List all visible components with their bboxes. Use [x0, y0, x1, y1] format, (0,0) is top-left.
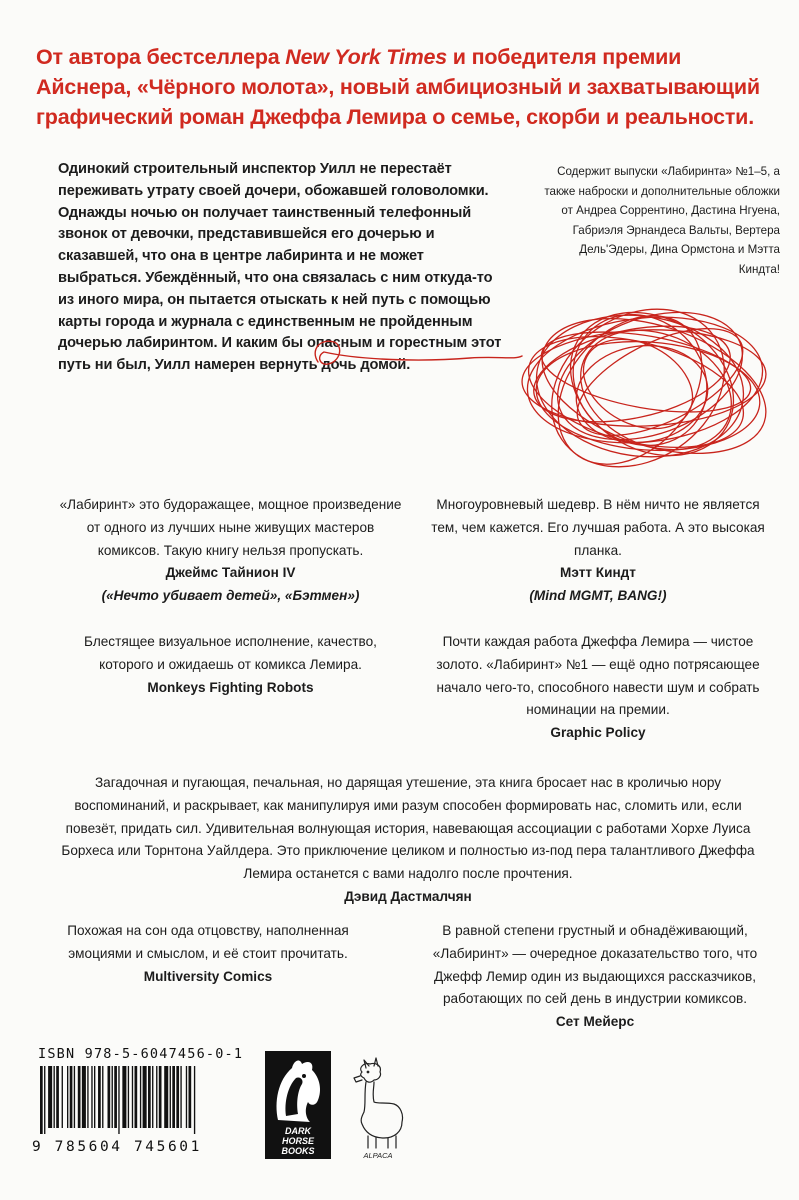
barcode: [32, 1066, 242, 1134]
barcode-bar: [67, 1066, 68, 1128]
barcode-bar: [180, 1066, 181, 1128]
barcode-bar: [94, 1066, 95, 1128]
quote-6: [58, 920, 358, 988]
barcode-bar: [159, 1066, 162, 1128]
barcode-bar: [82, 1066, 86, 1128]
barcode-bar: [91, 1066, 92, 1128]
barcode-bar: [148, 1066, 151, 1128]
barcode-bar: [74, 1066, 75, 1128]
barcode-bar: [78, 1066, 81, 1128]
barcode-bar: [70, 1066, 73, 1128]
quote-source: («Нечто убивает детей», «Бэтмен»): [101, 588, 360, 604]
headline-nyt: New York Times: [285, 45, 448, 69]
barcode-bar: [114, 1066, 117, 1128]
barcode-bar: [132, 1066, 133, 1128]
quote-author: Мэтт Киндт: [560, 565, 636, 581]
barcode-bar: [98, 1066, 101, 1128]
barcode-bar: [108, 1066, 111, 1128]
quote-author: Graphic Policy: [550, 725, 646, 741]
svg-text:HORSE: HORSE: [281, 1136, 315, 1146]
isbn-label: ISBN 978-5-6047456-0-1: [38, 1046, 244, 1062]
barcode-bar: [56, 1066, 59, 1128]
quote-author: Multiversity Comics: [143, 968, 273, 984]
quote-text: «Лабиринт» это будоражащее, мощное произведение от одного из лучших ныне живущих мастеров комиксов. Такую книгу нельзя пропускать.: [59, 497, 402, 558]
quote-author: Дэвид Дастмалчян: [344, 888, 472, 904]
barcode-bar: [54, 1066, 55, 1128]
barcode-bar: [112, 1066, 113, 1128]
barcode-bar: [102, 1066, 103, 1128]
quote-1: [58, 494, 403, 608]
isbn-digits: 9 785604 745601: [32, 1139, 202, 1155]
barcode-bar: [44, 1066, 45, 1134]
barcode-bar: [62, 1066, 63, 1128]
contents-note: Содержит выпуски «Лабиринта» №1–5, а также наброски и дополнительные обложки от Андреа Соррентино, Дастина Нгуена, Габриэля Эрнандеса Вальты, Вертера Дель'Эдеры, Дина Ормстона и Мэтта Киндта!: [544, 165, 780, 276]
barcode-bar: [172, 1066, 175, 1128]
barcode-bar: [140, 1066, 141, 1128]
barcode-bar: [122, 1066, 126, 1128]
quote-text: Похожая на сон ода отцовству, наполненная эмоциями и смыслом, и её стоит прочитать.: [67, 923, 349, 961]
quote-5: [58, 772, 758, 909]
headline: [36, 42, 776, 132]
headline-part1: От автора бестселлера: [36, 45, 286, 69]
quote-7: [420, 920, 770, 1034]
barcode-bar: [128, 1066, 129, 1128]
barcode-bar: [164, 1066, 168, 1128]
barcode-bar: [48, 1066, 52, 1128]
alpaca-logo: [346, 1050, 410, 1160]
quote-text: Почти каждая работа Джеффа Лемира — чистое золото. «Лабиринт» №1 — ещё одно потрясающее начало чего-то, способного навести шум и собрать номинации на премии.: [436, 634, 760, 718]
barcode-bar: [170, 1066, 171, 1128]
barcode-bar: [186, 1066, 187, 1128]
isbn-barcode-block: [32, 1046, 244, 1158]
quote-author: Джеймс Тайнион IV: [165, 565, 296, 581]
barcode-bar: [176, 1066, 179, 1128]
red-thread-illustration: [300, 300, 780, 490]
alpaca-logo-text: ALPACA: [363, 1151, 393, 1160]
quote-text: Многоуровневый шедевр. В нём ничто не является тем, чем кажется. Его лучшая работа. А это высокая планка.: [431, 497, 765, 558]
synopsis: Одинокий строительный инспектор Уилл не перестаёт переживать утрату своей дочери, обожавшей головоломки. Однажды ночью он получает таинственный телефонный звонок от девочки, представившейся его дочерью и сказавшей, что она в центре лабиринта и не может выбраться. Убеждённый, что она связалась с ним откуда-то из иного мира, он пытается отыскать к ней путь с помощью карты города и журнала с единственным не пройденным дочерью лабиринтом. И каким бы опасным и горестным этот путь ни был, Уилл намерен вернуть дочь домой.: [58, 161, 502, 374]
barcode-bar: [189, 1066, 192, 1128]
barcode-bar: [194, 1066, 195, 1134]
quote-text: В равной степени грустный и обнадёживающий, «Лабиринт» — очередное доказательство того, что Джефф Лемир один из выдающихся рассказчиков, работающих по сей день в индустрии комиксов.: [432, 923, 758, 1007]
quote-author: Monkeys Fighting Robots: [147, 679, 314, 695]
quote-3: [58, 631, 403, 699]
dark-horse-logo: [264, 1050, 332, 1160]
svg-text:BOOKS: BOOKS: [281, 1146, 315, 1156]
quote-author: Сет Мейерс: [555, 1014, 635, 1030]
quote-4: [428, 631, 768, 745]
barcode-bar: [87, 1066, 88, 1128]
barcode-bar: [152, 1066, 153, 1128]
quote-2: [428, 494, 768, 608]
svg-text:DARK: DARK: [285, 1126, 311, 1136]
quote-text: Блестящее визуальное исполнение, качество, которого и ожидаешь от комикса Лемира.: [84, 634, 377, 672]
barcode-bar: [118, 1066, 119, 1134]
barcode-bar: [156, 1066, 157, 1128]
barcode-bar: [40, 1066, 43, 1134]
quote-text: Загадочная и пугающая, печальная, но дарящая утешение, эта книга бросает нас в кроличью нору воспоминаний, и раскрывает, как манипулируя ими разум способен формировать нас, сломить или, если повезёт, придать сил. Удивительная волнующая история, навевающая ассоциации с работами Хорхе Луиса Борхеса или Торнтона Уайлдера. Это приключение целиком и полностью из-под пера талантливого Джеффа Лемира останется с вами надолго после прочтения.: [61, 775, 755, 882]
headline-part2: и победителя премии Айснера, «Чёрного молота», новый амбициозный и захватывающий графический роман Джеффа Лемира о семье, скорби и реальности.: [36, 45, 760, 129]
barcode-bar: [143, 1066, 147, 1128]
quote-source: (Mind MGMT, BANG!): [529, 588, 667, 604]
barcode-bar: [135, 1066, 138, 1128]
